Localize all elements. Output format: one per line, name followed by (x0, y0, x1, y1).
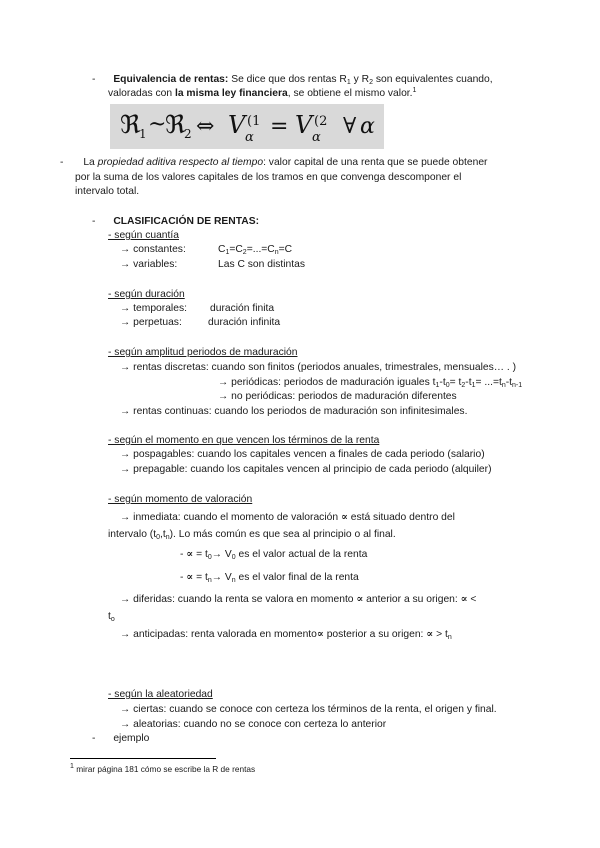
aditiva-line-1 (60, 156, 487, 169)
text: - (180, 572, 187, 583)
alpha-symbol: ∝ (186, 548, 194, 560)
valoracion-inmediata (120, 511, 455, 524)
text: = t (193, 549, 208, 560)
alpha-symbol: ∝ (460, 593, 468, 605)
svg-text:ℜ: ℜ (120, 110, 141, 139)
term-equivalencia: Equivalencia de rentas: (113, 74, 229, 85)
sub: n (274, 249, 279, 256)
aditiva-line-3: intervalo total. (75, 186, 140, 197)
aditiva-line-2: por la suma de los valores capitales de los tramos en que convenga descomponer el (75, 172, 462, 183)
text: > t (433, 629, 448, 640)
svg-text:1: 1 (139, 127, 147, 141)
aleatoriedad-aleatorias: → aleatorias: cuando no se conoce con certeza lo anterior (120, 719, 387, 730)
text: -t (465, 377, 472, 388)
cuantia-constantes-label: → constantes: (120, 244, 186, 255)
text: =...=C (246, 244, 275, 255)
alpha-symbol: ∝ (186, 571, 194, 583)
text: está situado dentro del (347, 512, 455, 523)
valoracion-heading: - según momento de valoración (108, 494, 253, 505)
text: , se obtiene el mismo valor. (287, 88, 413, 99)
italic-text: propiedad aditiva respecto al tiempo (97, 157, 264, 168)
bold-text: la misma ley financiera (174, 88, 288, 99)
alpha-symbol: ∝ (316, 628, 324, 640)
amplitud-periodicas (218, 376, 522, 389)
valoracion-valor-final (180, 571, 359, 584)
text: → V (211, 549, 232, 560)
footnote-ref: 1 (412, 87, 417, 94)
sub: n (207, 577, 212, 584)
text: son equivalentes cuando, (372, 74, 493, 85)
text: -t (439, 377, 446, 388)
bullet: - (92, 74, 96, 85)
text: ). Lo más común es que sea al principio o al final. (169, 529, 396, 540)
clasificacion-heading (92, 215, 259, 228)
svg-text:ℜ: ℜ (165, 110, 186, 139)
amplitud-discretas: → rentas discretas: cuando son finitos (periodos anuales, trimestrales, mensuales… . ) (120, 362, 517, 373)
duracion-temporales-value: duración finita (210, 303, 275, 314)
text: La (83, 157, 98, 168)
text: intervalo (t (108, 529, 157, 540)
aleatoriedad-ciertas: → ciertas: cuando se conoce con certeza los términos de la renta, el origen y final. (120, 704, 497, 715)
sub: 1 (471, 382, 476, 389)
cuantia-constantes-value (218, 243, 292, 256)
sub: n (447, 634, 452, 641)
svg-text:∀: ∀ (343, 114, 357, 139)
text: =C (278, 244, 293, 255)
text: = t (449, 377, 462, 388)
text: posterior a su origen: (323, 629, 427, 640)
bullet: - (92, 216, 96, 227)
text: → V (211, 572, 232, 583)
sub: 0 (445, 382, 450, 389)
sub: n (165, 534, 170, 541)
ejemplo-line (92, 732, 149, 745)
svg-text:V: V (295, 111, 313, 139)
text: → inmediata: cuando el momento de valoración (120, 512, 341, 523)
bullet: - (92, 733, 96, 744)
text: ejemplo (113, 733, 150, 744)
text: t (108, 611, 111, 622)
duracion-heading: - según duración (108, 289, 185, 300)
valoracion-diferidas-cont (108, 610, 115, 623)
text: valoradas con (108, 88, 175, 99)
sub: 1 (225, 249, 230, 256)
svg-text:⇔: ⇔ (196, 114, 215, 139)
equivalencia-line-1 (92, 73, 493, 86)
aleatoriedad-heading: - según la aleatoriedad (108, 689, 213, 700)
svg-text:2: 2 (184, 127, 192, 141)
footnote (70, 764, 255, 774)
sub: 0 (207, 554, 212, 561)
text: - (180, 549, 187, 560)
text: C (218, 244, 226, 255)
alpha-symbol: ∝ (426, 628, 434, 640)
text: =C (229, 244, 243, 255)
sub: 1 (435, 382, 440, 389)
svg-text:(1: (1 (247, 114, 261, 129)
text: : valor capital de una renta que se puede obtener (263, 157, 488, 168)
text: = ...=t (475, 377, 502, 388)
text: → anticipadas: renta valorada en momento (120, 629, 317, 640)
sub: 2 (369, 79, 373, 86)
text: es el valor actual de la renta (235, 549, 368, 560)
sub: n-1 (512, 382, 523, 389)
text: -t (505, 377, 513, 388)
sub: 2 (461, 382, 466, 389)
duracion-perpetuas-label: → perpetuas: (120, 317, 182, 328)
text: → diferidas: cuando la renta se valora en momento (120, 594, 357, 605)
text: = t (193, 572, 208, 583)
sub: n (231, 577, 236, 584)
footnote-separator (70, 758, 216, 759)
sub: n (501, 382, 506, 389)
sub: 2 (242, 249, 247, 256)
svg-text:(2: (2 (314, 114, 328, 129)
text: → periódicas: periodos de maduración iguales t (218, 377, 436, 388)
svg-text:α: α (245, 130, 254, 145)
text: anterior a su origen: (363, 594, 461, 605)
amplitud-heading: - según amplitud periodos de maduración (108, 347, 298, 358)
bullet: - (60, 157, 64, 168)
valoracion-valor-actual (180, 548, 367, 561)
text: ,t (159, 529, 166, 540)
footnote-number: 1 (70, 763, 74, 770)
sub: 0 (156, 534, 160, 541)
text: es el valor final de la renta (235, 572, 359, 583)
amplitud-continuas: → rentas continuas: cuando los periodos de maduración son infinitesimales. (120, 406, 468, 417)
svg-text:~: ~ (148, 112, 167, 137)
momento-pospagables: → pospagables: cuando los capitales vencen a finales de cada periodo (salario) (120, 449, 485, 460)
sub: 0 (231, 554, 236, 561)
equivalencia-line-2 (108, 87, 416, 100)
valoracion-anticipadas (120, 628, 452, 641)
svg-text:α: α (312, 130, 321, 145)
momento-heading: - según el momento en que vencen los términos de la renta (108, 435, 380, 446)
cuantia-variables-value: Las C son distintas (218, 259, 305, 270)
svg-text:V: V (228, 111, 246, 139)
formula-drawing (110, 104, 384, 149)
duracion-temporales-label: → temporales: (120, 303, 187, 314)
sub: o (110, 616, 115, 623)
valoracion-intervalo (108, 528, 396, 541)
svg-text:α: α (360, 114, 375, 139)
alpha-symbol: ∝ (340, 511, 348, 523)
formula-image (110, 104, 384, 149)
valoracion-diferidas (120, 593, 476, 606)
duracion-perpetuas-value: duración infinita (208, 317, 281, 328)
alpha-symbol: ∝ (356, 593, 364, 605)
heading-text: CLASIFICACIÓN DE RENTAS: (113, 216, 259, 227)
text: < (467, 594, 477, 605)
text: y R (350, 74, 370, 85)
sub: 1 (346, 79, 351, 86)
footnote-text: mirar página 181 cómo se escribe la R de rentas (73, 764, 256, 774)
momento-prepagable: → prepagable: cuando los capitales vencen al principio de cada periodo (alquiler) (120, 464, 492, 475)
svg-text:=: = (270, 114, 289, 139)
cuantia-heading: - según cuantía (108, 230, 179, 241)
cuantia-variables-label: → variables: (120, 259, 178, 270)
text: Se dice que dos rentas R (228, 74, 347, 85)
amplitud-no-periodicas: → no periódicas: periodos de maduración diferentes (218, 391, 457, 402)
